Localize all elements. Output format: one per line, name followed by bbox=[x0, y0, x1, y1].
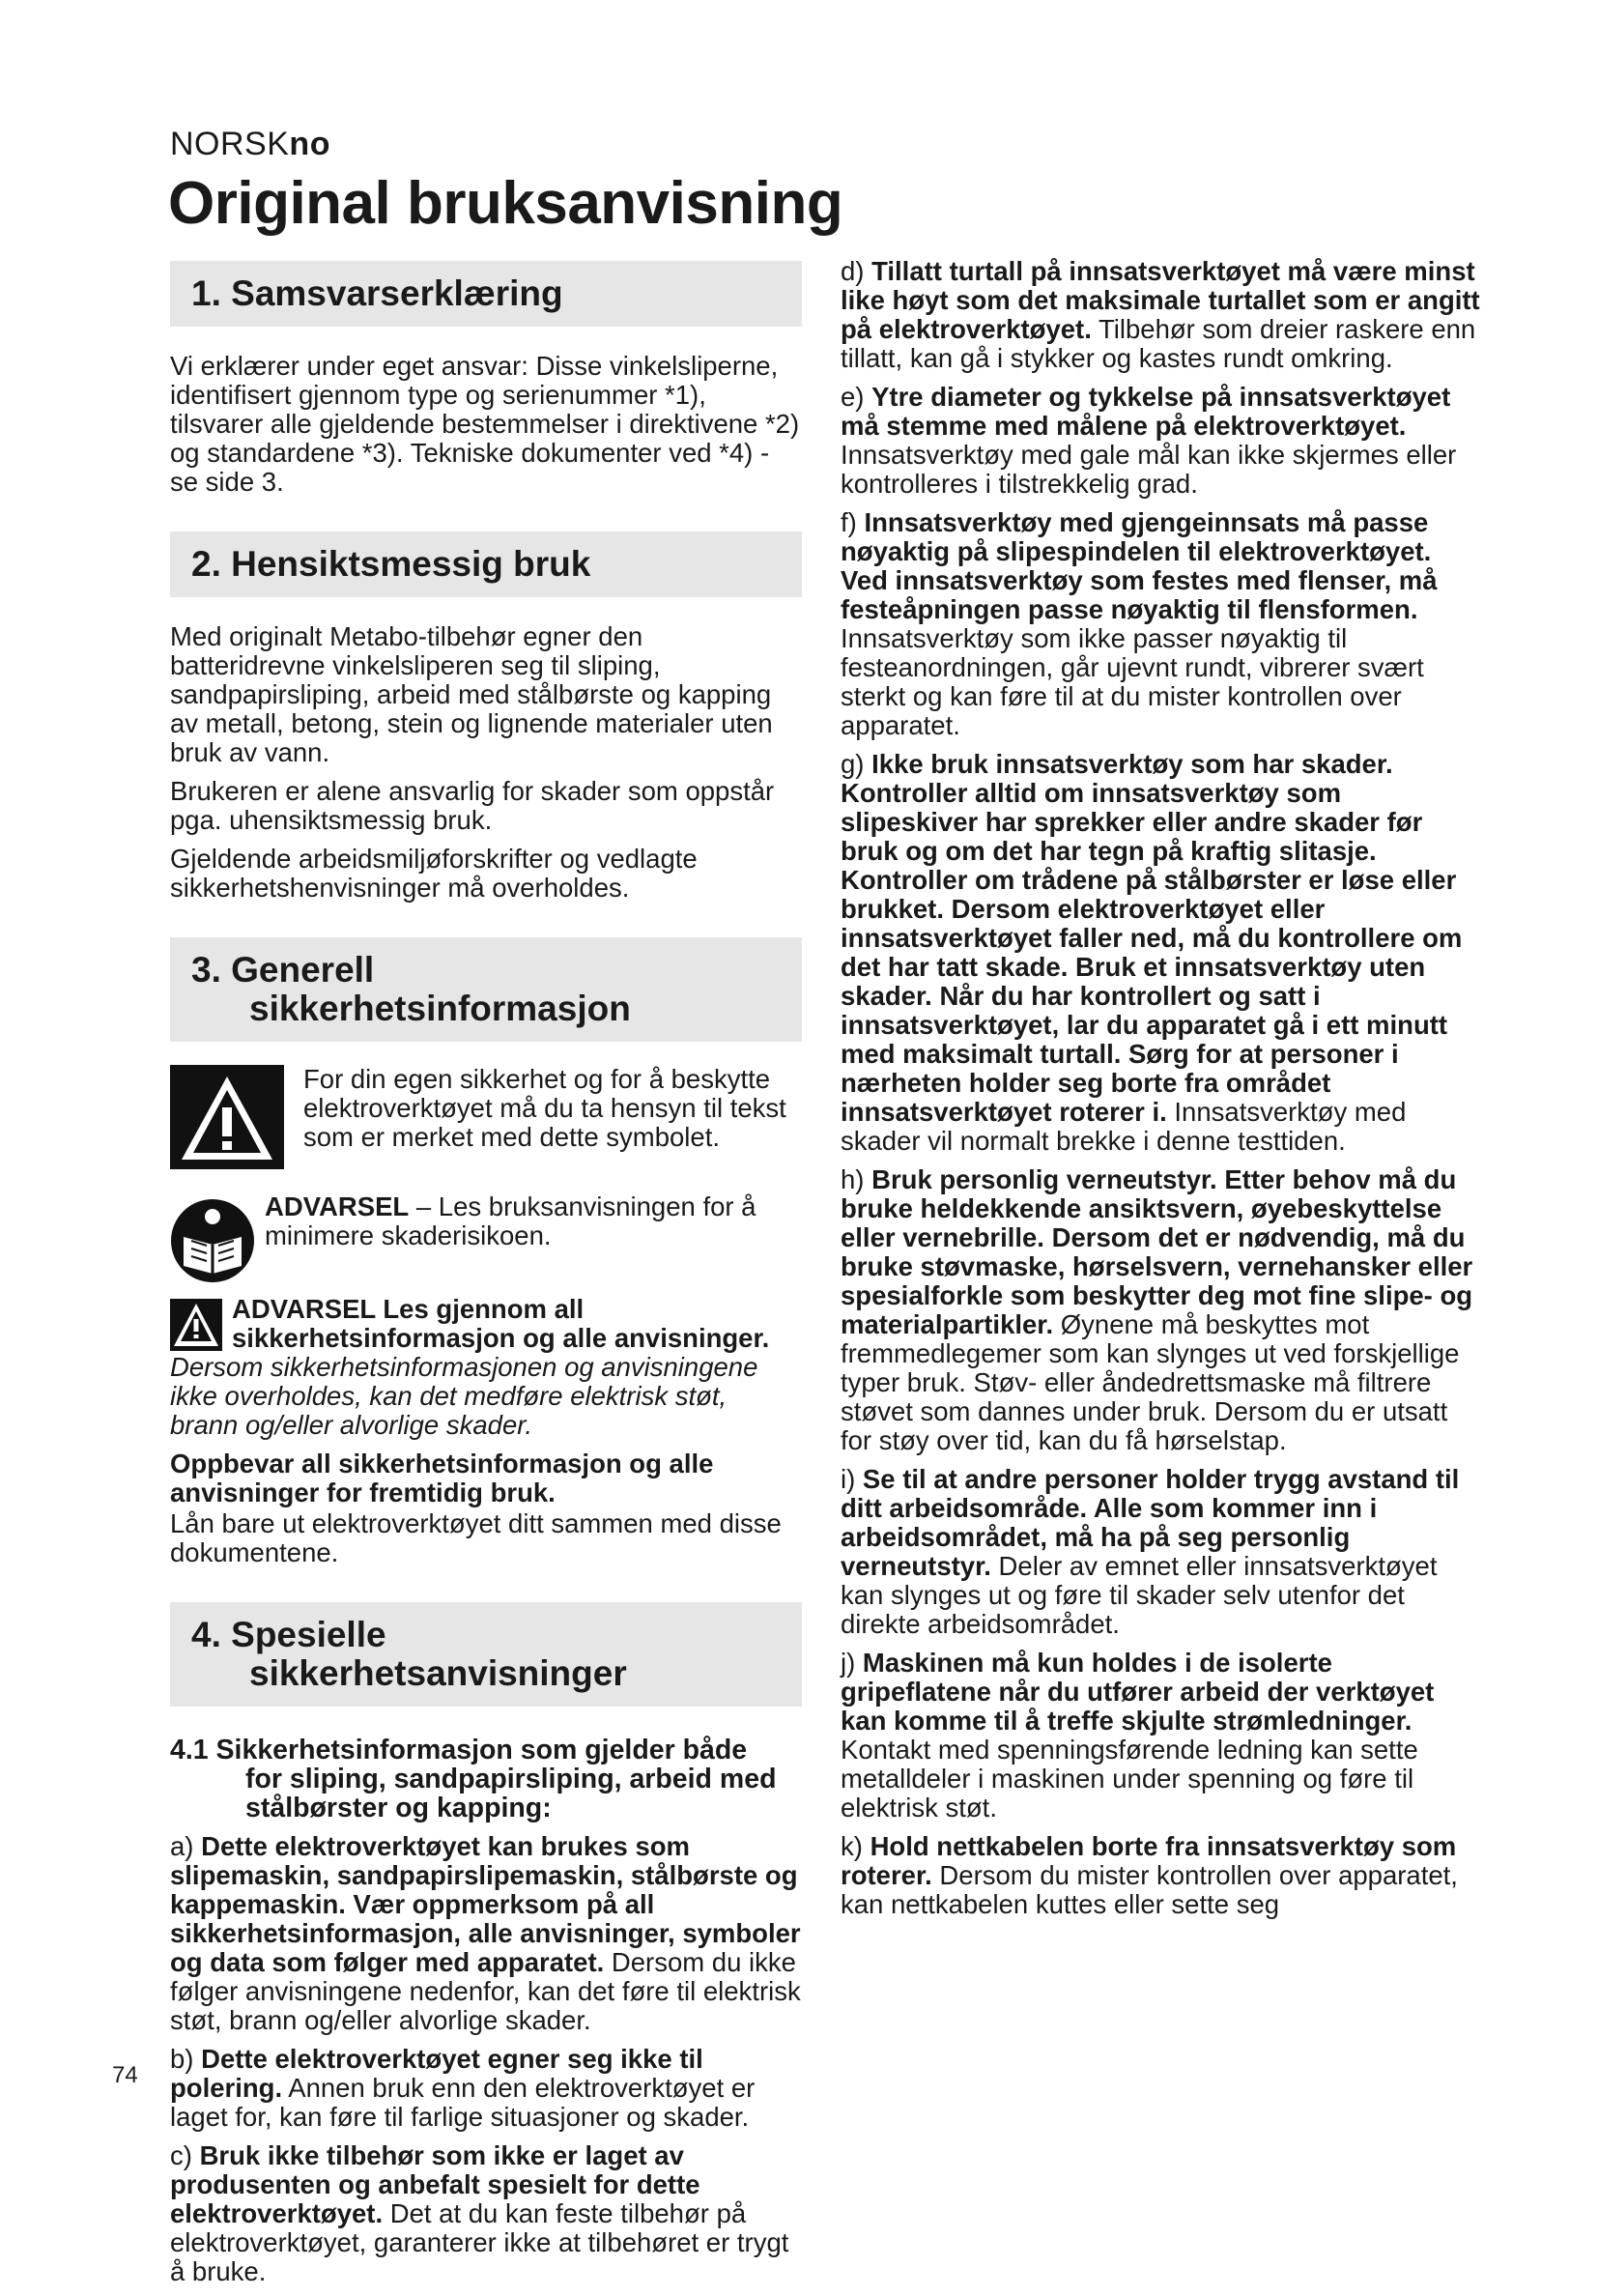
item-g: g) Ikke bruk innsatsverktøy som har skader. Kontroller alltid om innsatsverktøy som slipeskiver har sprekker eller andre skader før bruk og om det har tegn på kraftig slitasje. Kontroller om trådene på stålbørster er løse eller brukket. Dersom elektroverktøyet eller innsatsverktøyet faller ned, må du kontrollere om det har tatt skade. Bruk et innsatsverktøy uten skader. Når du har kontrollert og satt i innsatsverktøyet, lar du apparatet gå i ett minutt med maksimalt turtall. Sørg for at personer i nærheten holder seg borte fra området innsatsverktøyet roterer i. Innsatsverktøy med skader vil normalt brekke i denne testtiden. bbox=[841, 749, 1463, 1156]
item-f: f) Innsatsverktøy med gjengeinnsats må passe nøyaktig på slipespindelen til elektroverktøyet. Ved innsatsverktøy som festes med flenser, må festeåpningen passe nøyaktig til flensformen. Innsatsverktøy som ikke passer nøyaktig til festeanordningen, går ujevnt rundt, vibrerer svært sterkt og kan føre til at du mister kontrollen over apparatet. bbox=[841, 507, 1438, 740]
sec2-paragraph-2: Brukeren er alene ansvarlig for skader som oppstår pga. uhensiktsmessig bruk. bbox=[170, 776, 775, 835]
item-h: h) Bruk personlig verneutstyr. Etter behov må du bruke heldekkende ansiktsvern, øyebeskyttelse eller vernebrille. Dersom det er nødvendig, må du bruke støvmaske, hørselsvern, vernehansker eller spesialforkle som beskytter deg mot fine slipe- og materialpartikler. Øynene må beskyttes mot fremmedlegemer som kan slynges ut ved forskjellige typer bruk. Støv- eller åndedrettsmaske må filtrere støvet som dannes under bruk. Dersom du er utsatt for støy over tid, kan du få hørselstap. bbox=[841, 1164, 1473, 1455]
section-heading-3: 3. Generell sikkerhetsinformasjon bbox=[170, 937, 802, 1042]
keep-instructions: Oppbevar all sikkerhetsinformasjon og alle anvisninger for fremtidig bruk. bbox=[170, 1449, 714, 1507]
item-e: e) Ytre diameter og tykkelse på innsatsverktøyet må stemme med målene på elektroverktøyet. Innsatsverktøy med gale mål kan ikke skjermes eller kontrolleres i tilstrekkelig grad. bbox=[841, 382, 1457, 499]
warning-triangle-small-icon bbox=[170, 1299, 222, 1351]
page-title: Original bruksanvisning bbox=[168, 170, 843, 237]
section-heading-1: 1. Samsvarserklæring bbox=[170, 261, 802, 327]
item-i: i) Se til at andre personer holder trygg avstand til ditt arbeidsområde. Alle som kommer inn i arbeidsområdet, må ha på seg personlig verneutstyr. Deler av emnet eller innsatsverktøyet kan slynges ut og føre til skader selv utenfor det direkte arbeidsområdet. bbox=[841, 1464, 1460, 1639]
manual-warning bbox=[170, 1187, 802, 1283]
read-manual-icon bbox=[170, 1198, 255, 1283]
language-label: NORSKno bbox=[170, 126, 330, 162]
item-a: a) Dette elektroverktøyet kan brukes som slipemaskin, sandpapirslipemaskin, stålbørste og kappemaskin. Vær oppmerksom på all sikkerhetsinformasjon, alle anvisninger, symboler og data som følger med apparatet. Dersom du ikke følger anvisningene nedenfor, kan det føre til elektrisk støt, brann og/eller alvorlige skader. bbox=[170, 1831, 801, 2035]
section-heading-4: 4. Spesielle sikkerhetsanvisninger bbox=[170, 1602, 802, 1707]
item-b: b) Dette elektroverktøyet egner seg ikke til polering. Annen bruk enn den elektroverktøyet er laget for, kan føre til farlige situasjoner og skader. bbox=[170, 2044, 756, 2132]
warning-triangle-icon bbox=[170, 1065, 284, 1169]
sec1-text: Vi erklærer under eget ansvar: Disse vinkelsliperne, identifisert gjennom type og serienummer *1), tilsvarer alle gjeldende bestemmelser i direktivene *2) og standardene *3). Tekniske dokumenter ved *4) - se side 3. bbox=[170, 351, 800, 497]
general-warning: ADVARSEL Les gjennom all sikkerhetsinformasjon og alle anvisninger. Dersom sikkerhetsinformasjonen og anvisningene ikke overholdes, kan det medføre elektrisk støt, brann og/eller alvorlige skader. bbox=[170, 1295, 770, 1440]
manual-warning-text: ADVARSEL – Les bruksanvisningen for å minimere skaderisikoen. bbox=[265, 1191, 756, 1250]
subsection-4-1-heading: 4.1 Sikkerhetsinformasjon som gjelder både for sliping, sandpapirsliping, arbeid med stålbørster og kapping: bbox=[170, 1735, 777, 1823]
lend-instructions: Lån bare ut elektroverktøyet ditt sammen med disse dokumentene. bbox=[170, 1508, 782, 1567]
page-number: 74 bbox=[112, 2062, 138, 2088]
sec2-paragraph-3: Gjeldende arbeidsmiljøforskrifter og vedlagte sikkerhetshenvisninger må overholdes. bbox=[170, 844, 698, 903]
sec2-paragraph-1: Med originalt Metabo-tilbehør egner den batteridrevne vinkelsliperen seg til sliping, sandpapirsliping, arbeid med stålbørste og kapping av metall, betong, stein og lignende materialer uten bruk av vann. bbox=[170, 621, 773, 767]
right-column bbox=[841, 257, 1482, 1929]
item-j: j) Maskinen må kun holdes i de isolerte gripeflatene når du utfører arbeid der verktøyet kan komme til å treffe skjulte strømledninger. Kontakt med spenningsførende ledning kan sette metalldeler i maskinen under spenning og føre til elektrisk støt. bbox=[841, 1648, 1435, 1822]
item-k: k) Hold nettkabelen borte fra innsatsverktøy som roterer. Dersom du mister kontrollen over apparatet, kan nettkabelen kuttes eller sette seg bbox=[841, 1831, 1458, 1919]
section-heading-2: 2. Hensiktsmessig bruk bbox=[170, 531, 802, 597]
item-d: d) Tillatt turtall på innsatsverktøyet må være minst like høyt som det maksimale turtallet som er angitt på elektroverktøyet. Tilbehør som dreier raskere enn tillatt, kan gå i stykker og kastes rundt omkring. bbox=[841, 256, 1480, 373]
symbol-explanation-text: For din egen sikkerhet og for å beskytte elektroverktøyet må du ta hensyn til tekst som er merket med dette symbolet. bbox=[303, 1064, 786, 1152]
symbol-explanation bbox=[170, 1065, 802, 1169]
item-c-start: c) Bruk ikke tilbehør som ikke er laget av produsenten og anbefalt spesielt for dette elektroverktøyet. Det at du kan feste tilbehør på elektroverktøyet, garanterer ikke at tilbehøret er trygt å bruke. bbox=[170, 2140, 789, 2286]
left-column bbox=[170, 261, 802, 2296]
